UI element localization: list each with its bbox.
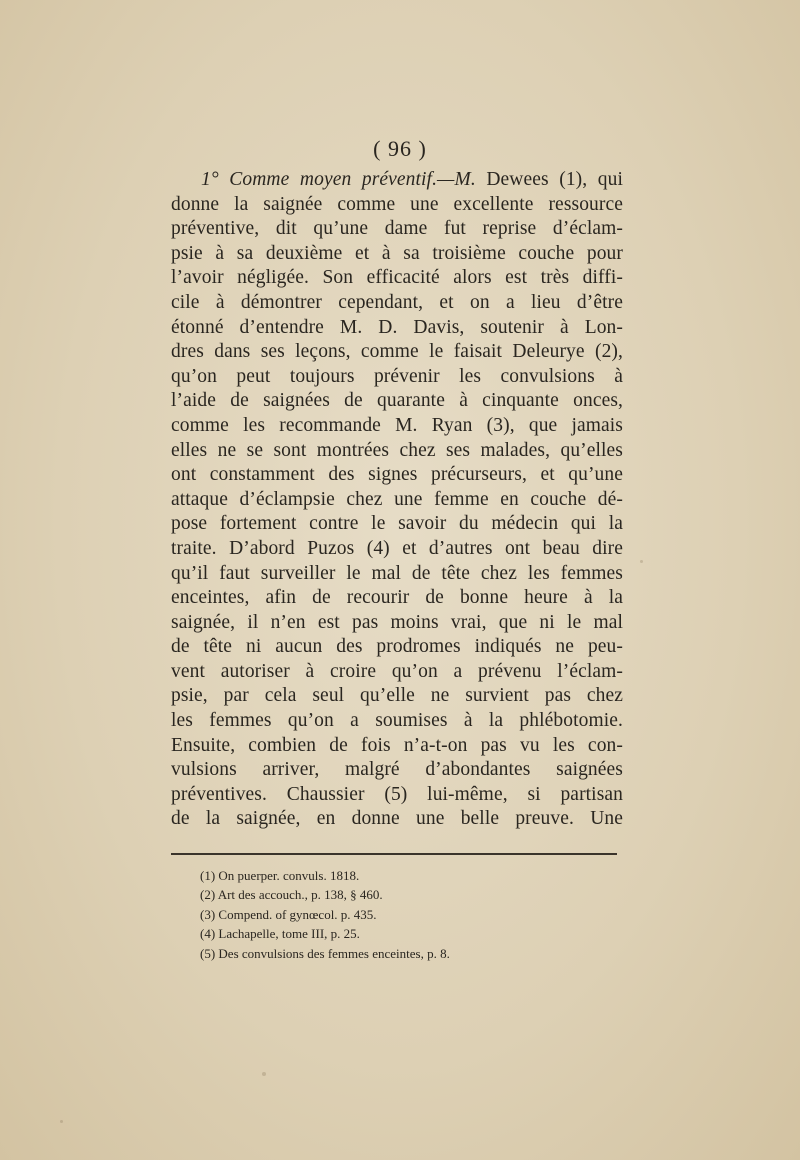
text-line: qu’il faut surveiller le mal de tête chez les femmes [171,562,623,584]
text-line [171,168,623,193]
text-line: attaque d’éclampsie chez une femme en couche dé- [171,488,623,510]
text-line: psie, par cela seul qu’elle ne survient pas chez [171,685,623,707]
text-line: Ensuite, combien de fois n’a-t-on pas vu les con- [171,734,623,756]
text-line: pose fortement contre le savoir du médecin qui la [171,513,623,535]
text-line: préventive, dit qu’une dame fut reprise d’éclam- [171,218,623,240]
paper-spot [262,1072,266,1076]
text-line: comme les recommande M. Ryan (3), que jamais [171,414,623,436]
text-line: donne la saignée comme une excellente ressource [171,193,623,215]
paper-spot [640,560,643,563]
main-text [171,168,623,832]
text-line: cile à démontrer cependant, et on a lieu d’être [171,291,623,313]
text-line: saignée, il n’en est pas moins vrai, que ni le mal [171,611,623,633]
text-line: enceintes, afin de recourir de bonne heure à la [171,587,623,609]
footnote-rule [171,853,617,855]
text-line: vulsions arriver, malgré d’abondantes saignées [171,759,623,781]
text-line: préventives. Chaussier (5) lui-même, si partisan [171,783,623,805]
footnotes [200,866,560,963]
paper-spot [60,1120,63,1123]
text-line: ont constamment des signes précurseurs, et qu’une [171,464,623,486]
text-line: l’aide de saignées de quarante à cinquante onces, [171,390,623,412]
footnote: (2) Art des accouch., p. 138, § 460. [200,887,383,903]
footnote: (3) Compend. of gynœcol. p. 435. [200,906,377,922]
text-line: vent autoriser à croire qu’on a prévenu l’éclam- [171,660,623,682]
text-line: elles ne se sont montrées chez ses malades, qu’elles [171,439,623,461]
text-line: l’avoir négligée. Son efficacité alors est très diffi- [171,267,623,289]
section-lead: 1° Comme moyen préventif.—M. [201,169,487,190]
text-line: étonné d’entendre M. D. Davis, soutenir à Lon- [171,316,623,338]
text-line: de la saignée, en donne une belle preuve. Une [171,808,623,830]
text-line: traite. D’abord Puzos (4) et d’autres ont beau dire [171,537,623,559]
page-number: ( 96 ) [373,136,427,161]
text-line: qu’on peut toujours prévenir les convulsions à [171,365,623,387]
text-line-rest: Dewees (1), qui [486,169,624,190]
footnote: (1) On puerper. convuls. 1818. [200,868,360,883]
text-line: dres dans ses leçons, comme le faisait Deleurye (2), [171,341,623,363]
text-line: psie à sa deuxième et à sa troisième couche pour [171,242,623,264]
text-line: de tête ni aucun des prodromes indiqués ne peu- [171,636,623,658]
footnote: (5) Des convulsions des femmes enceintes, p. 8. [200,945,450,961]
text-line: les femmes qu’on a soumises à la phlébotomie. [171,710,623,732]
footnote: (4) Lachapelle, tome III, p. 25. [200,926,360,942]
